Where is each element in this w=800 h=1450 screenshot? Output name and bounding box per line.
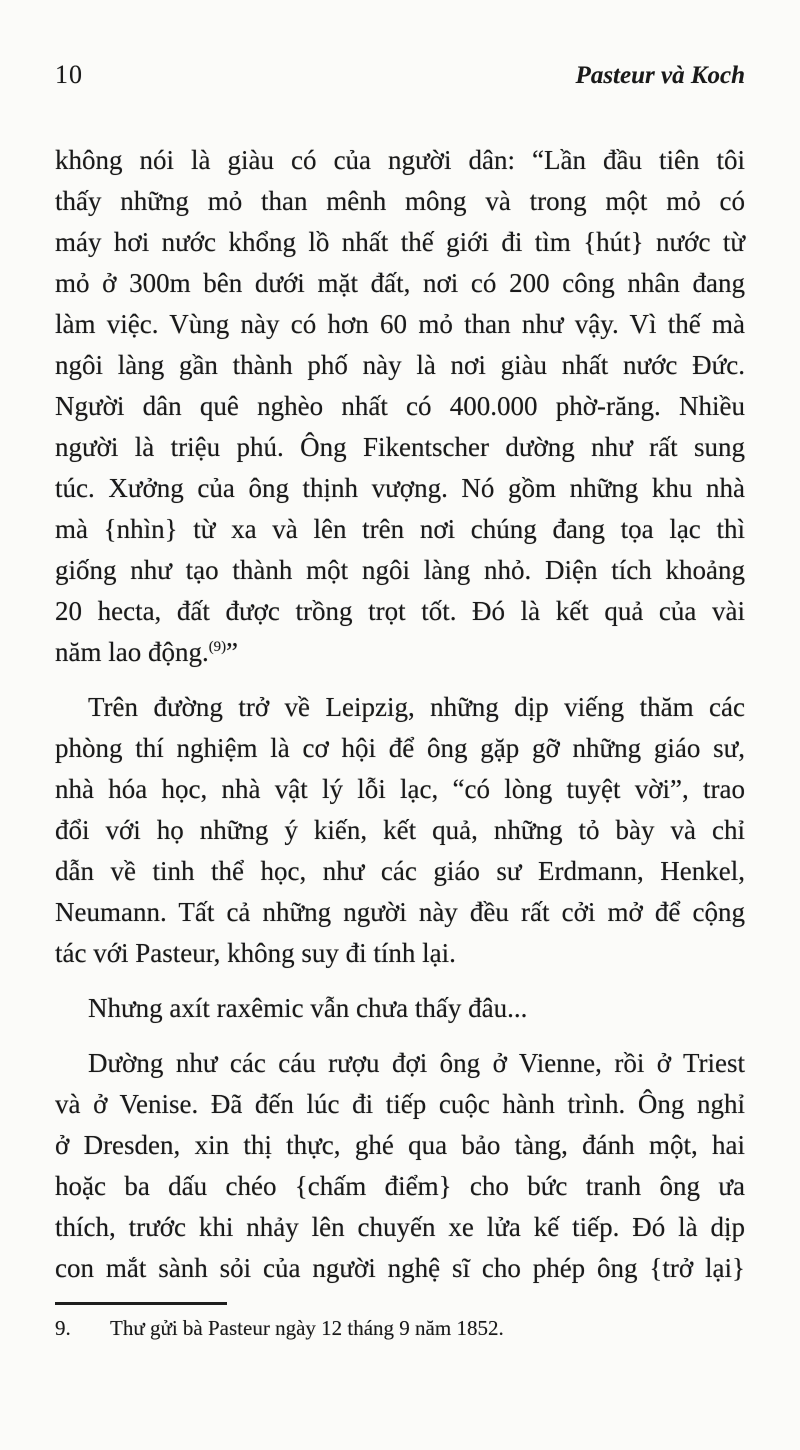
- text-line: và ở Venise. Đã đến lúc đi tiếp cuộc hành trình. Ông nghỉ: [55, 1089, 745, 1119]
- running-header: Pasteur và Koch: [575, 62, 745, 89]
- footnote: [55, 1313, 745, 1343]
- text-line: làm việc. Vùng này có hơn 60 mỏ than như vậy. Vì thế mà: [55, 309, 745, 339]
- text-line: đổi với họ những ý kiến, kết quả, những tỏ bày và chỉ: [55, 815, 745, 845]
- footnote-rule: [55, 1302, 227, 1305]
- scan-smudge: [320, 1264, 322, 1266]
- text-line: Nhưng axít raxêmic vẫn chưa thấy đâu...: [88, 993, 528, 1023]
- paragraph: [55, 1043, 745, 1289]
- text-line: 20 hecta, đất được trồng trọt tốt. Đó là kết quả của vài: [55, 596, 745, 626]
- text-line: người là triệu phú. Ông Fikentscher dường như rất sung: [55, 432, 745, 462]
- paragraph: [55, 687, 745, 974]
- text-line: không nói là giàu có của người dân: “Lần đầu tiên tôi: [55, 145, 745, 175]
- text-line: tác với Pasteur, không suy đi tính lại.: [55, 938, 456, 968]
- text-line: thấy những mỏ than mênh mông và trong một mỏ có: [55, 186, 745, 216]
- text-line: con mắt sành sỏi của người nghệ sĩ cho phép ông {trở lại}: [55, 1253, 745, 1283]
- text-segment: ”: [226, 637, 239, 667]
- page-header: [55, 60, 745, 90]
- footnote-number: 9.: [55, 1316, 71, 1340]
- footnote-ref: (9): [208, 639, 227, 655]
- text-line: Trên đường trở về Leipzig, những dịp viếng thăm các: [88, 692, 745, 722]
- text-line: ở Dresden, xin thị thực, ghé qua bảo tàng, đánh một, hai: [55, 1130, 745, 1160]
- text-line: mỏ ở 300m bên dưới mặt đất, nơi có 200 công nhân đang: [55, 268, 745, 298]
- text-line: túc. Xưởng của ông thịnh vượng. Nó gồm những khu nhà: [55, 473, 745, 503]
- text-line: Dường như các cáu rượu đợi ông ở Vienne, rồi ở Triest: [88, 1048, 745, 1078]
- text-line: phòng thí nghiệm là cơ hội để ông gặp gỡ những giáo sư,: [55, 733, 745, 763]
- paragraph: [55, 988, 745, 1029]
- text-line: Người dân quê nghèo nhất có 400.000 phờ-răng. Nhiều: [55, 391, 745, 421]
- text-line: dẫn về tinh thể học, như các giáo sư Erdmann, Henkel,: [55, 856, 745, 886]
- text-line: nhà hóa học, nhà vật lý lỗi lạc, “có lòng tuyệt vời”, trao: [55, 774, 745, 804]
- paragraph: [55, 140, 745, 673]
- text-line: ngôi làng gần thành phố này là nơi giàu nhất nước Đức.: [55, 350, 745, 380]
- text-segment: năm lao động.: [55, 637, 209, 667]
- text-line: mà {nhìn} từ xa và lên trên nơi chúng đang tọa lạc thì: [55, 514, 745, 544]
- footnote-text: Thư gửi bà Pasteur ngày 12 tháng 9 năm 1852.: [110, 1316, 504, 1340]
- text-line: hoặc ba dấu chéo {chấm điểm} cho bức tranh ông ưa: [55, 1171, 745, 1201]
- text-line: thích, trước khi nhảy lên chuyến xe lửa kế tiếp. Đó là dịp: [55, 1212, 745, 1242]
- page-number: 10: [55, 60, 83, 89]
- text-line: [55, 632, 745, 673]
- text-line: Neumann. Tất cả những người này đều rất cởi mở để cộng: [55, 897, 745, 927]
- text-line: máy hơi nước khổng lồ nhất thế giới đi tìm {hút} nước từ: [55, 227, 745, 257]
- text-line: giống như tạo thành một ngôi làng nhỏ. Diện tích khoảng: [55, 555, 745, 585]
- body-text: [55, 140, 745, 1289]
